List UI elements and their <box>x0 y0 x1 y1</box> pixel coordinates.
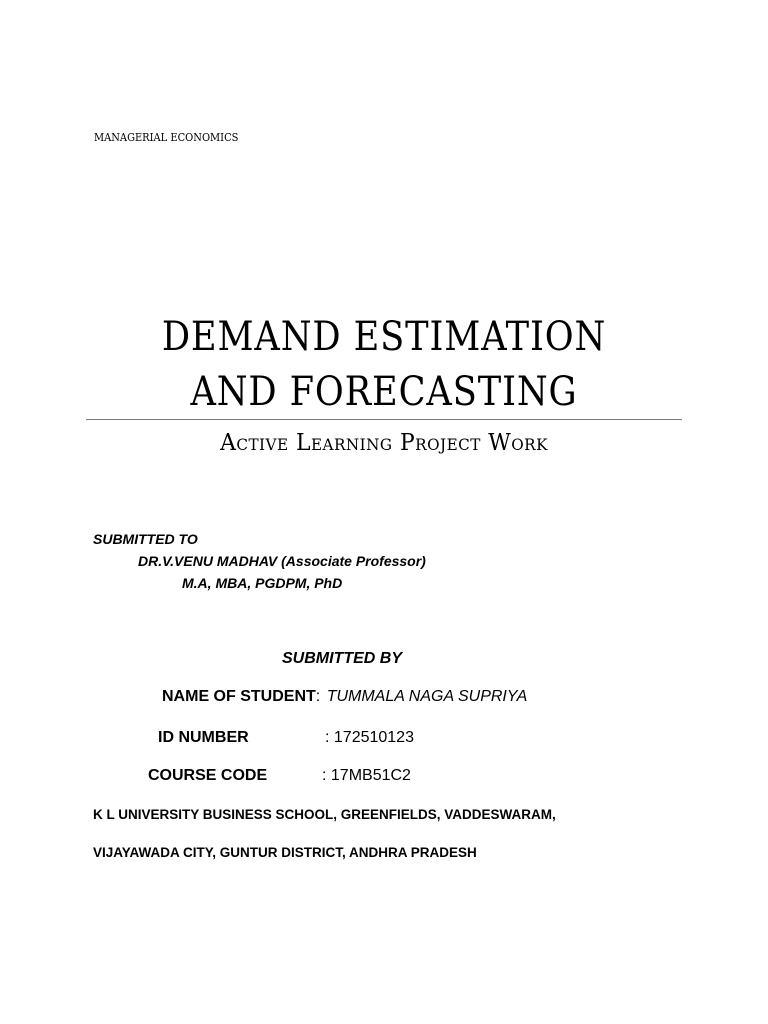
course-code-value: : 17MB51C2 <box>322 767 411 784</box>
advisor-qualifications: M.A, MBA, PGDPM, PhD <box>182 575 343 591</box>
subtitle: Active Learning Project Work <box>220 430 548 456</box>
address-line-1: K L UNIVERSITY BUSINESS SCHOOL, GREENFIELDS, VADDESWARAM, <box>93 807 556 822</box>
student-name-row <box>162 688 527 706</box>
title-line-2: AND FORECASTING <box>190 369 578 415</box>
title-underline-rule <box>86 419 682 420</box>
submitted-to-label: SUBMITTED TO <box>93 531 198 547</box>
course-code-row <box>0 767 768 789</box>
student-name-value: TUMMALA NAGA SUPRIYA <box>326 688 528 705</box>
id-number-row <box>0 729 768 751</box>
id-number-label: ID NUMBER <box>158 729 249 746</box>
address-line-2: VIJAYAWADA CITY, GUNTUR DISTRICT, ANDHRA PRADESH <box>93 845 477 860</box>
student-name-label: NAME OF STUDENT <box>162 688 316 705</box>
advisor-name: DR.V.VENU MADHAV (Associate Professor) <box>138 553 426 569</box>
submitted-by-label: SUBMITTED BY <box>282 650 402 667</box>
student-name-separator: : <box>315 688 321 705</box>
course-code-label: COURSE CODE <box>148 767 268 784</box>
id-number-value: : 172510123 <box>325 729 414 746</box>
course-header: MANAGERIAL ECONOMICS <box>94 130 239 144</box>
title-line-1: DEMAND ESTIMATION <box>161 314 607 360</box>
